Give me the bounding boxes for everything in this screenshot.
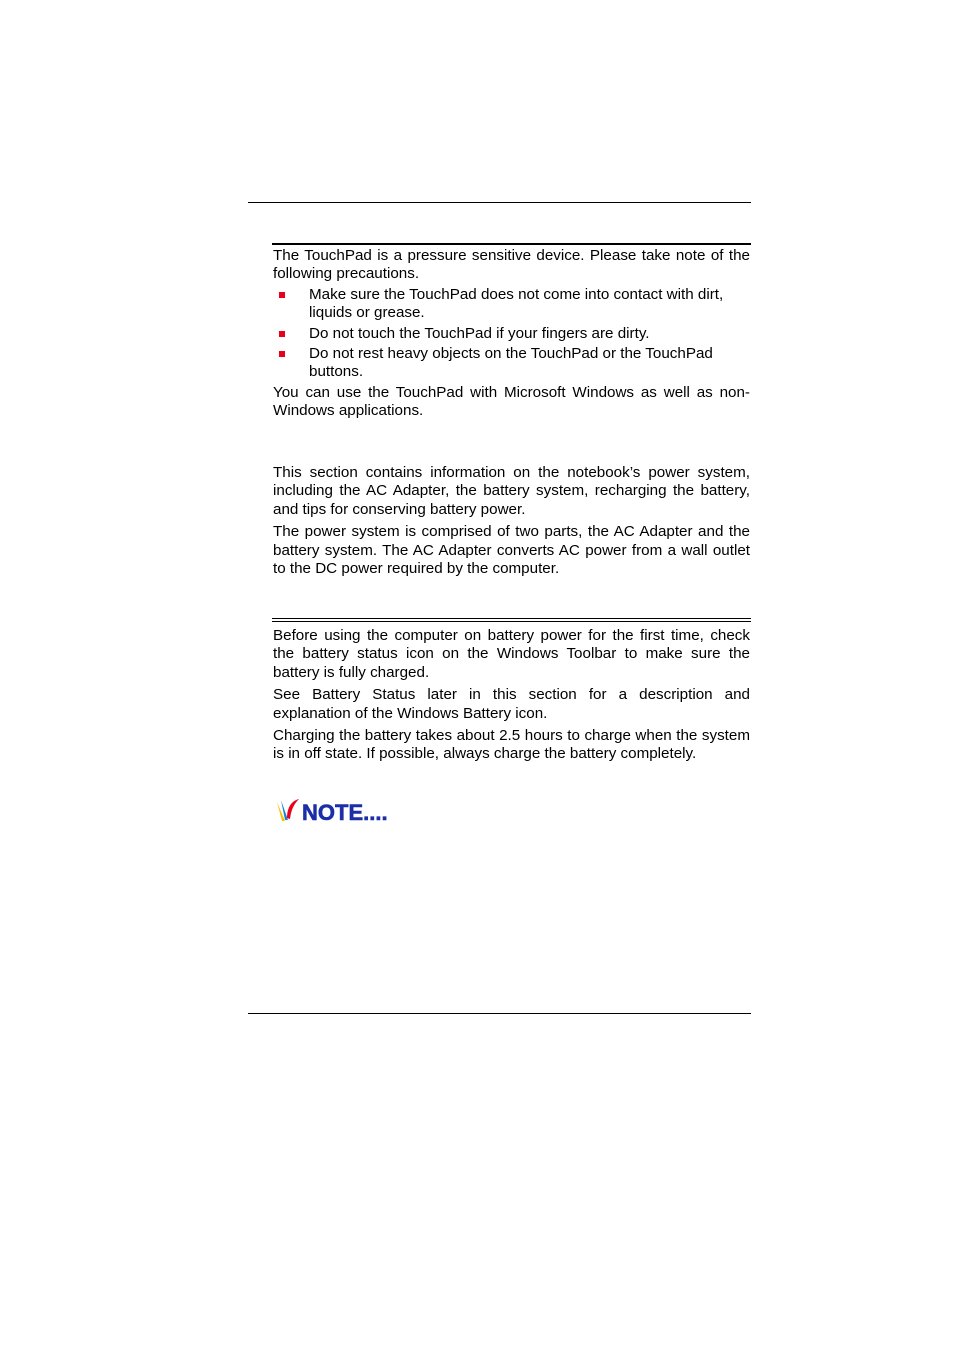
power-section	[273, 464, 750, 578]
list-item	[273, 286, 750, 323]
precaution-text: Make sure the TouchPad does not come into contact with dirt, liquids or grease.	[309, 285, 724, 322]
header-rule	[248, 202, 751, 203]
touchpad-intro: The TouchPad is a pressure sensitive device. Please take note of the following precautions.	[273, 247, 750, 283]
list-item	[273, 345, 750, 382]
touchpad-precautions-section	[273, 247, 750, 421]
battery-charging: Charging the battery takes about 2.5 hours to charge when the system is in off state. If possible, always charge the battery completely.	[273, 727, 750, 763]
battery-check: Before using the computer on battery power for the first time, check the battery status icon on the Windows Toolbar to make sure the battery is fully charged.	[273, 627, 750, 681]
precaution-text: Do not touch the TouchPad if your fingers are dirty.	[309, 324, 650, 342]
battery-see-status: See Battery Status later in this section for a description and explanation of the Windows Battery icon.	[273, 686, 750, 722]
footer-rule	[248, 1013, 751, 1014]
touchpad-usage: You can use the TouchPad with Microsoft Windows as well as non-Windows applications.	[273, 383, 750, 420]
battery-section-rule	[272, 618, 751, 622]
square-bullet-icon	[279, 292, 285, 298]
battery-section	[273, 627, 750, 764]
precautions-list	[273, 286, 750, 382]
square-bullet-icon	[279, 351, 285, 357]
square-bullet-icon	[279, 331, 285, 337]
touchpad-section-rule	[272, 243, 751, 245]
list-item	[273, 325, 750, 343]
note-logo-icon	[275, 796, 410, 824]
power-system: The power system is comprised of two parts, the AC Adapter and the battery system. The AC Adapter converts AC power from a wall outlet to the DC power required by the computer.	[273, 523, 750, 578]
precaution-text: Do not rest heavy objects on the TouchPad or the TouchPad buttons.	[309, 345, 713, 381]
note-logo-text: NOTE....	[302, 800, 388, 824]
power-intro: This section contains information on the notebook’s power system, including the AC Adapter, the battery system, recharging the battery, and tips for conserving battery power.	[273, 464, 750, 518]
